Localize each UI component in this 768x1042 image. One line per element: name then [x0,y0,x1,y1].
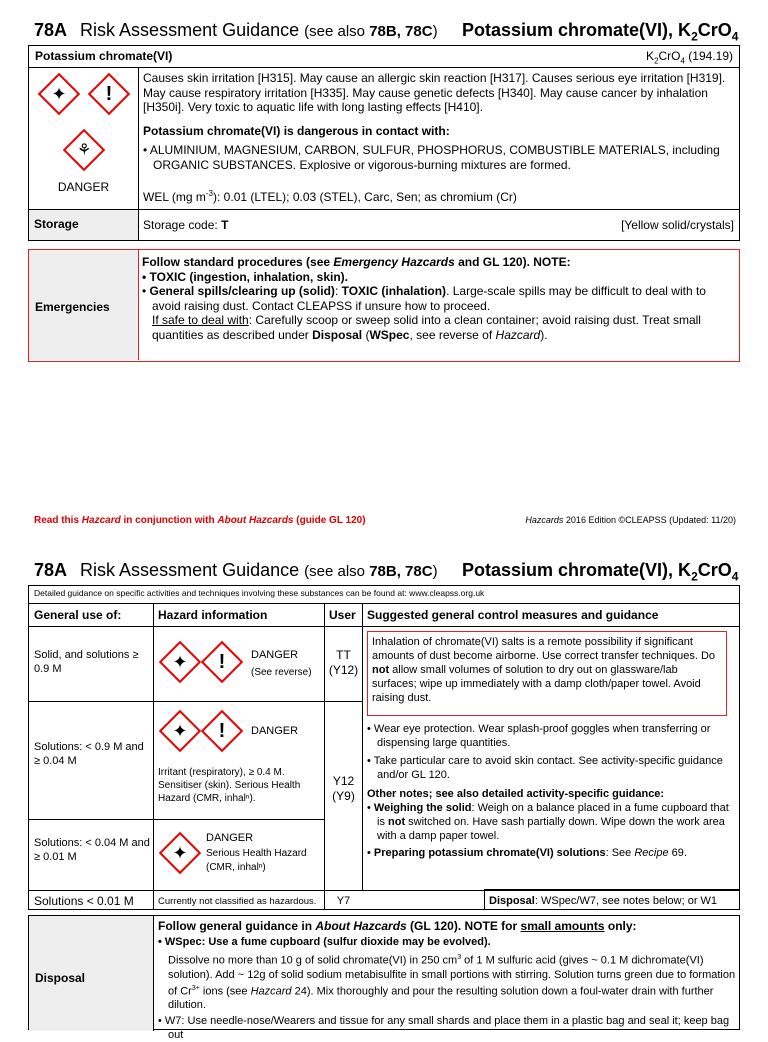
danger-label: DANGER [57,180,110,194]
red-inhalation-note: Inhalation of chromate(VI) salts is a remote possibility if significant amounts of dust become airborne. Use correct transfer techniques. Do not allow small volumes of solution to dry out on glassware/lab surfaces; wipe up immediately with a damp cloth/paper towel. Avoid raising dust. [367,631,727,716]
top-header: 78A Risk Assessment Guidance (see also 78B, 78C) Potassium chromate(VI), $K_2CrO_4$ [34,20,739,44]
dangerous-heading: Potassium chromate(VI) is dangerous in contact with: [143,124,450,138]
storage-note: [Yellow solid/crystals] [621,218,734,232]
health-hazard-icon: ✦ [158,831,202,875]
row3-danger: DANGER [206,832,254,844]
disposal-short-note: Disposal: WSpec/W7, see notes below; or W1 [489,895,718,907]
row2-note: Irritant (respiratory), ≥ 0.4 M. Sensitiser (skin). Serious Health Hazard (CMR, inhalⁿ). [158,767,301,804]
exclamation-icon: ! [200,709,244,753]
control-measures: • Wear eye protection. Wear splash-proof goggles when transferring or dispensing large quantities. • Take particular care to avoid skin contact. See activity-specific guidance and/or GL 120. Other notes; see also detailed activity-specific guidance: • Weighing the solid: Weigh on a balance placed in a fume cupboard that is not switched on. Have sash partially down. Wipe down the work area with a damp paper towel. • Preparing potassium chromate(VI) solutions: See Recipe 69. [367,723,729,859]
exclamation-icon: ! [200,640,244,684]
col-control: Suggested general control measures and guidance [367,608,659,622]
row4-user: Y7 [336,895,351,907]
row1-user: TT (Y12) [328,648,359,677]
disposal-label: Disposal [35,971,86,985]
bottom-header: 78A Risk Assessment Guidance (see also 78B, 78C) Potassium chromate(VI), $K_2CrO_4$ [34,560,739,584]
substance-formula: $K_2CrO_4$ (194.19) [646,49,733,66]
card-code: 78A [34,20,68,40]
row2-user: Y12 (Y9) [332,774,355,803]
row4-use: Solutions < 0.01 M [34,894,134,908]
hazard-statements: Causes skin irritation [H315]. May cause an allergic skin reaction [H317]. Causes serious eye irritation [H319]. May cause respiratory irritation [H335]. May cause genetic defects [H340]. May cause cancer by inhalation [H350i]. Very toxic to aquatic life with long lasting effects [H410]. [143,71,726,114]
row3-use: Solutions: < 0.04 M and ≥ 0.01 M [34,837,150,863]
detail-note: Detailed guidance on specific activities and techniques involving these substances can be found at: www.cleapss.org.uk [34,588,485,598]
row3-note2: (CMR, inhalⁿ) [206,862,266,873]
dangerous-item: • ALUMINIUM, MAGNESIUM, CARBON, SULFUR, PHOSPHORUS, COMBUSTIBLE MATERIALS, including ORGANIC SUBSTANCES. Explosive or vigorous-burning mixtures are formed. [143,143,720,172]
emergencies-label: Emergencies [35,300,110,314]
substance-title: Potassium chromate(VI), $K_2CrO_4$ [462,20,739,44]
usage-table [28,585,740,910]
row2-danger: DANGER [251,725,299,737]
col-general-use: General use of: [34,608,122,622]
row2-use: Solutions: < 0.9 M and ≥ 0.04 M [34,741,144,767]
top-substance-table [28,45,740,241]
emergencies-box [28,249,740,362]
col-hazard-info: Hazard information [158,608,268,622]
card-title: Risk Assessment Guidance [80,20,300,40]
wel-line: WEL (mg $m^{-3}$): 0.01 (LTEL); 0.03 (STEL), Carc, Sen; as chromium (Cr) [143,189,517,204]
row1-danger: DANGER [251,649,299,661]
health-hazard-icon: ✦ [37,72,81,116]
footer-edition: Hazcards 2016 Edition ©CLEAPSS (Updated: 11/20) [525,515,736,525]
health-hazard-icon: ✦ [158,640,202,684]
exclamation-icon: ! [87,72,131,116]
row3-note1: Serious Health Hazard [206,848,307,859]
col-user: User [329,608,356,622]
health-hazard-icon: ✦ [158,709,202,753]
footer-read-note: Read this Hazcard in conjunction with About Hazcards (guide GL 120) [34,515,366,526]
disposal-text: Follow general guidance in About Hazcards (GL 120). NOTE for small amounts only: • WSpec: Use a fume cupboard (sulfur dioxide may be evolved). Dissolve no more than 10 g of solid chromate(VI) in 250 $cm^3$ of 1 M sulfuric acid (gives ~ 0.1 M dichromate(VI) solution). Add ~ 12g of solid sodium metabisulfite in small portions with stirring. Solution turns green due to formation of $Cr^{3+}$ ions (see Hazcard 24). Mix thoroughly and pour the resulting solution down a foul-water drain with further dilution. • W7: Use needle-nose/Wearers and tissue for any small shards and place them in a plastic bag and seal it; keep bag out [158,919,736,1042]
row1-use: Solid, and solutions ≥ 0.9 M [34,649,139,675]
substance-name: Potassium chromate(VI) [35,49,173,63]
emergency-text: Follow standard procedures (see Emergency Hazcards and GL 120). NOTE: • TOXIC (ingestion, inhalation, skin). • General spills/clearing up (solid): TOXIC (inhalation). Large-scale spills may be difficult to deal with to avoid raising dust. Contact CLEAPSS if unsure how to proceed. If safe to deal with: Carefully scoop or sweep solid into a clean container; avoid raising dust. Treat small quantities as described under Disposal (WSpec, see reverse of Hazcard). [142,255,706,342]
row1-note: (See reverse) [251,667,312,678]
row4-note: Currently not classified as hazardous. [158,896,317,907]
storage-label: Storage [34,217,79,231]
environment-icon: ⚘ [62,128,106,172]
disposal-box [28,915,740,1042]
storage-code: Storage code: T [143,218,229,232]
